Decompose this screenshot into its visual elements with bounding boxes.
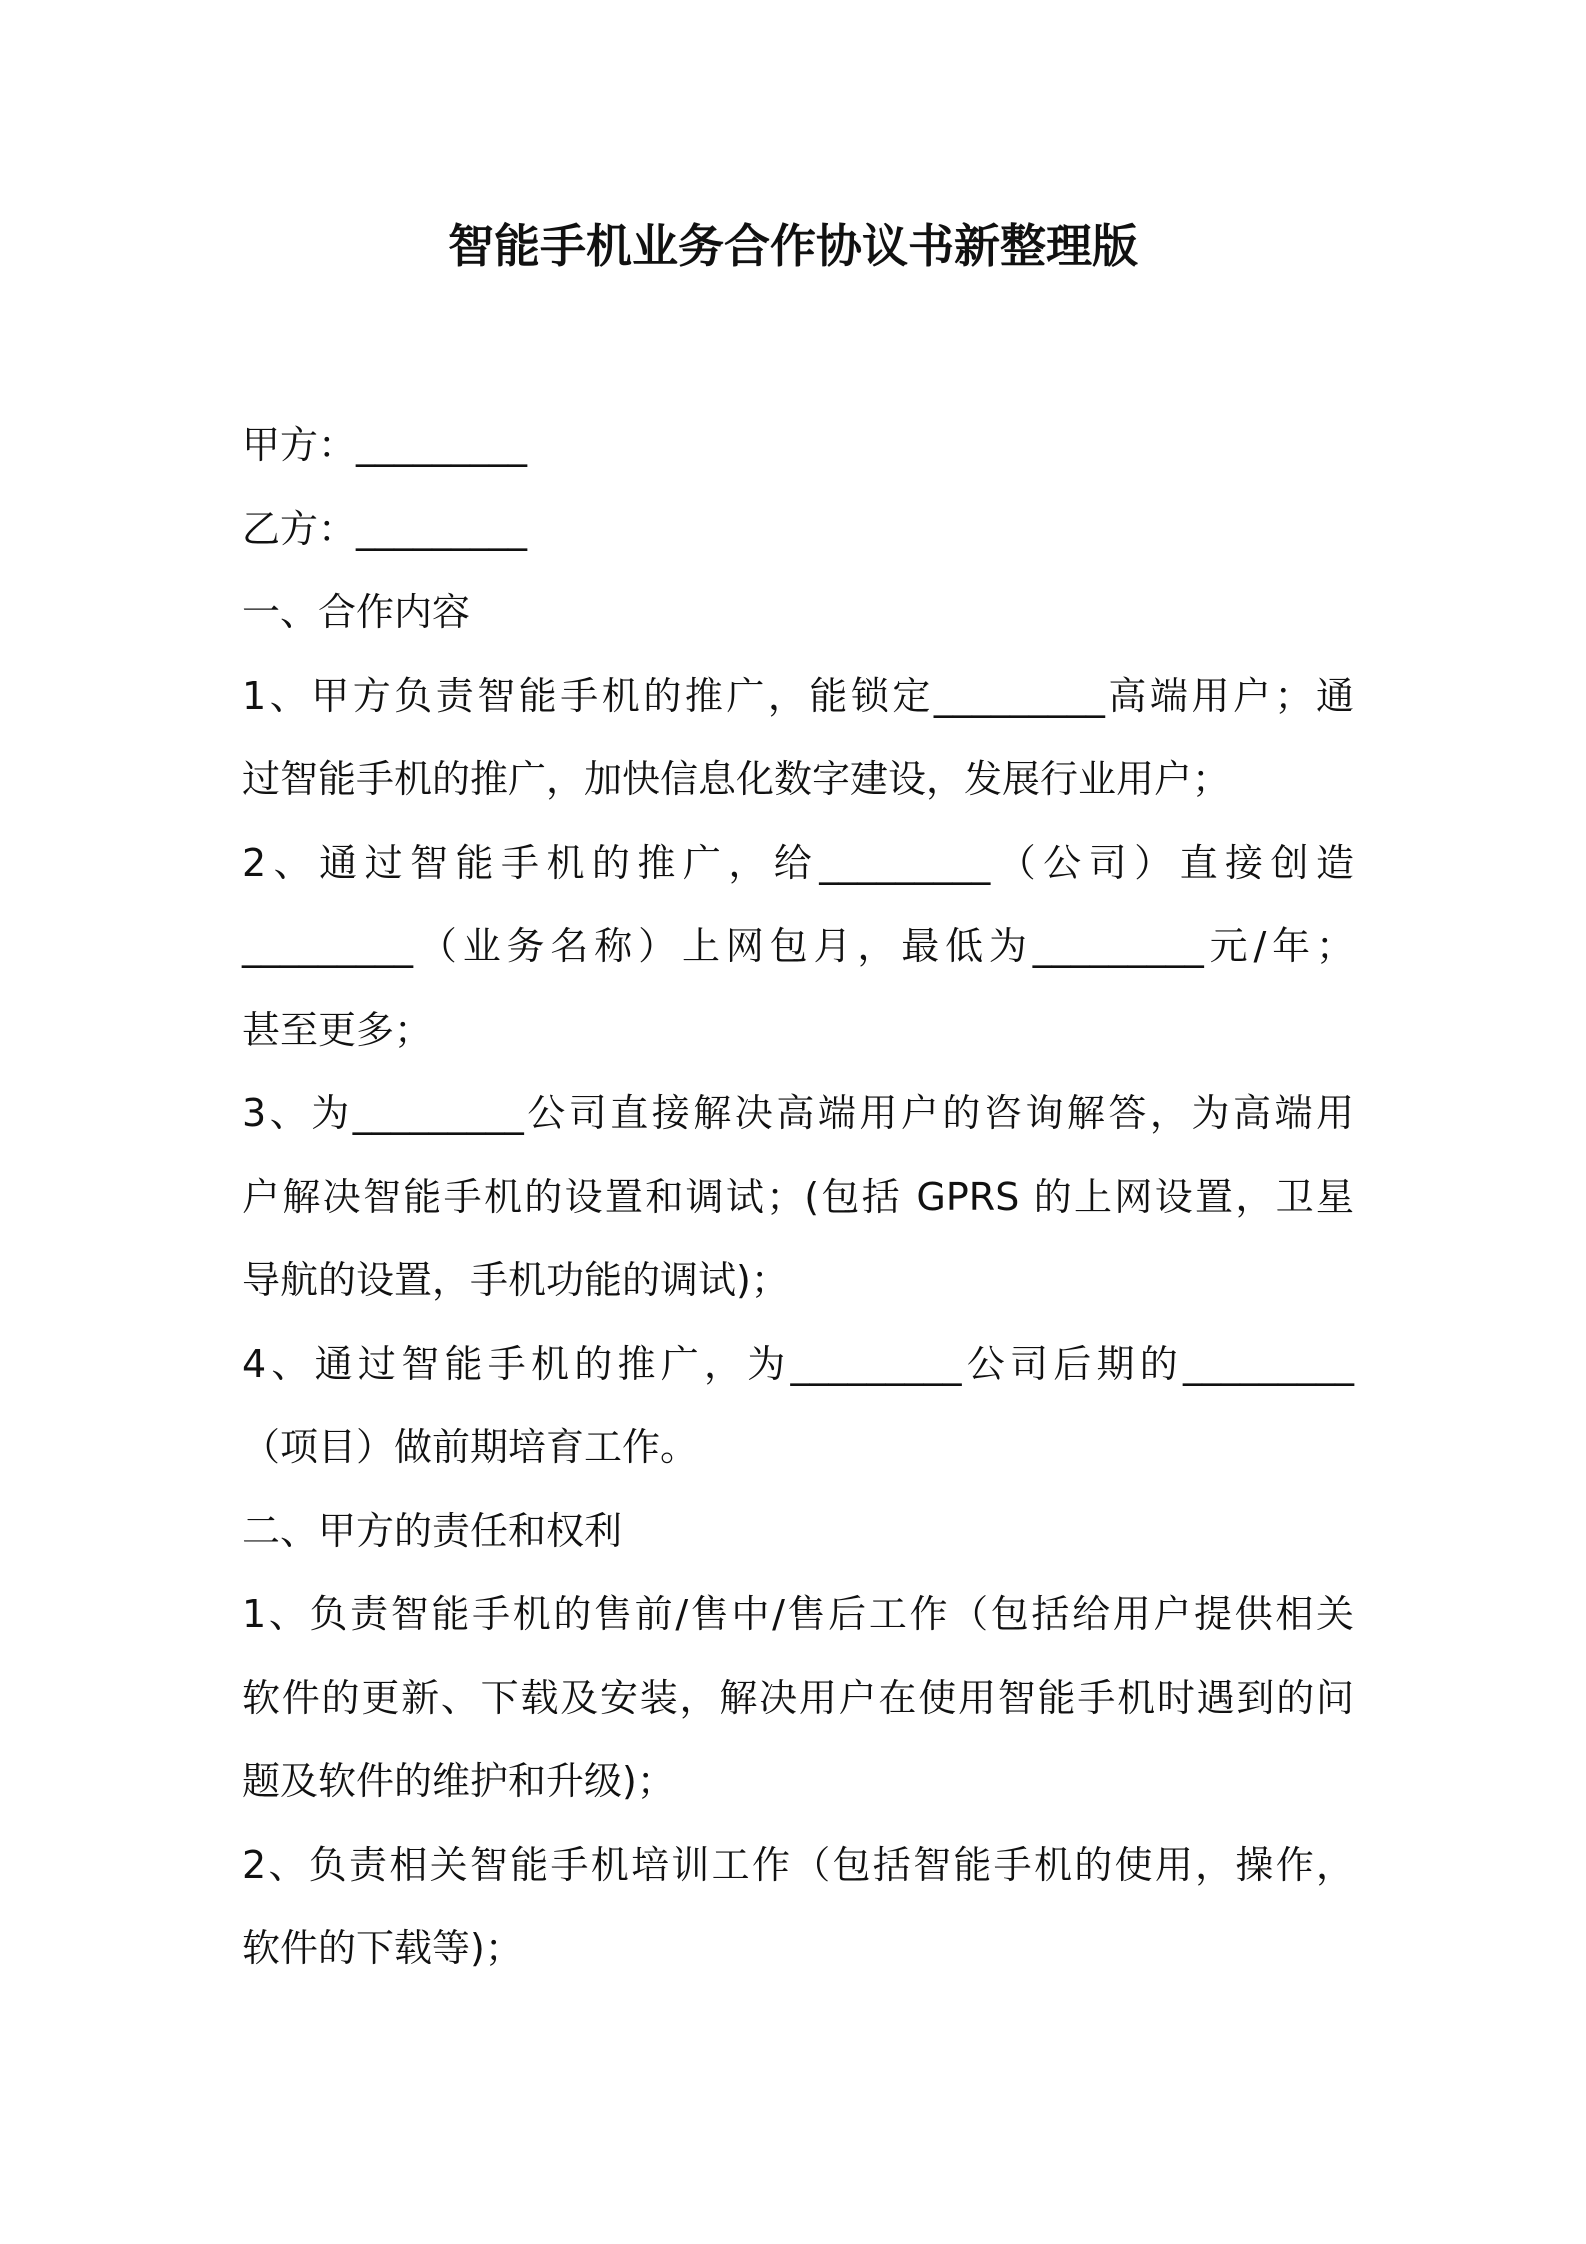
clause-2-2-line-2: 软件的下载等)； (242, 1926, 523, 1970)
section-2-heading: 二、甲方的责任和权利 (242, 1508, 623, 1553)
clause-2-1-line-1: 1、负责智能手机的售前/售中/售后工作（包括给用户提供相关 (242, 1592, 1354, 1636)
clause-1-3-line-3: 导航的设置，手机功能的调试)； (242, 1258, 789, 1302)
clause-2-1-line-3: 题及软件的维护和升级)； (242, 1759, 675, 1803)
clause-1-4-line-2: （项目）做前期培育工作。 (242, 1425, 699, 1469)
clause-1-4-line-1: 4、通过智能手机的推广，为_________公司后期的_________ (242, 1341, 1354, 1386)
clause-1-2-line-3: 甚至更多； (242, 1007, 433, 1052)
clause-1-3-line-1: 3、为_________公司直接解决高端用户的咨询解答，为高端用 (242, 1091, 1354, 1135)
section-1-heading: 一、合作内容 (242, 590, 471, 634)
clause-1-1-line-2: 过智能手机的推广，加快信息化数字建设，发展行业用户； (242, 757, 1231, 801)
clause-1-2-line-2: _________（业务名称）上网包月，最低为_________元/年； (242, 924, 1354, 968)
clause-1-1-line-1: 1、甲方负责智能手机的推广，能锁定_________高端用户；通 (242, 673, 1354, 718)
document-body (242, 404, 1354, 1991)
party-a-line: 甲方：_________ (242, 423, 528, 467)
clause-2-2-line-1: 2、负责相关智能手机培训工作（包括智能手机的使用，操作， (242, 1842, 1354, 1887)
clause-1-2-line-1: 2、通过智能手机的推广，给_________（公司）直接创造 (242, 840, 1354, 885)
clause-2-1-line-2: 软件的更新、下载及安装，解决用户在使用智能手机时遇到的问 (242, 1675, 1354, 1720)
clause-1-3-line-2: 户解决智能手机的设置和调试；(包括 GPRS 的上网设置，卫星 (242, 1174, 1354, 1219)
document-title: 智能手机业务合作协议书新整理版 (448, 219, 1138, 273)
party-b-line: 乙方：_________ (242, 506, 528, 551)
